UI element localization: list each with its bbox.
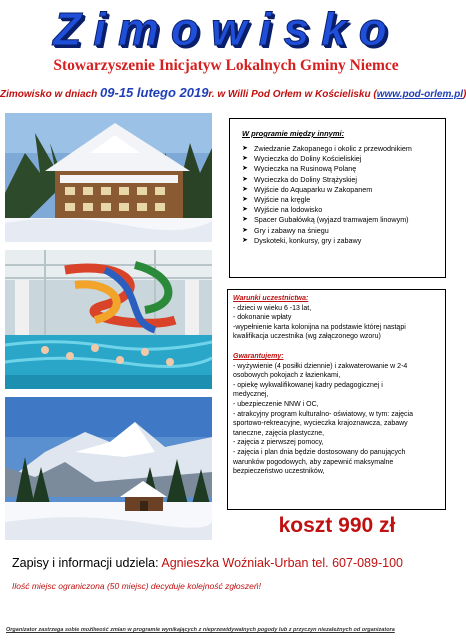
arrow-bullet-icon: ➤	[242, 236, 248, 244]
website-link[interactable]: www.pod-orlem.pl	[376, 89, 464, 100]
program-item	[242, 164, 439, 174]
guarantees-heading: Gwarantujemy:	[233, 352, 284, 360]
arrow-bullet-icon: ➤	[242, 196, 248, 204]
mountains-photo	[5, 397, 212, 540]
program-item-text: Wyjście na lodowisko	[254, 205, 323, 215]
guarantee-line: bezpieczeństwo uczestników,	[233, 468, 325, 476]
dates-suffix: r. w Willi Pod Orłem w Kościelisku (	[208, 89, 377, 100]
arrow-bullet-icon: ➤	[242, 145, 248, 152]
program-item-text: Wycieczka na Rusinową Polanę	[254, 164, 357, 174]
condition-line: - dokonanie wpłaty	[233, 314, 292, 322]
guarantee-line: - ubezpieczenie NNW i OC,	[233, 400, 319, 408]
program-item	[242, 175, 439, 185]
arrow-bullet-icon: ➤	[242, 206, 248, 214]
conditions-box	[227, 289, 446, 510]
program-item	[242, 205, 439, 215]
program-item	[242, 154, 439, 164]
program-item-text: Dyskoteki, konkursy, gry i zabawy	[254, 235, 362, 245]
program-item	[242, 215, 439, 225]
contact-name: Agnieszka Woźniak-Urban	[161, 556, 309, 570]
guarantee-line: - zajęcia i plan dnia będzie dostosowany do panujących	[233, 448, 406, 456]
condition-line: kwalifikacja uczestnika (wg załączonego wzoru)	[233, 333, 381, 341]
guarantee-line: medycznej,	[233, 391, 269, 399]
price-label: koszt 990 zł	[278, 514, 396, 537]
contact-label: Zapisy i informacji udziela:	[12, 556, 159, 570]
guarantee-line: taneczne, zajęcia plastyczne,	[233, 429, 325, 437]
guarantee-line: osobowych pokojach z łazienkami,	[233, 372, 341, 380]
poster-title: Zimowisko	[53, 3, 399, 55]
program-box	[229, 118, 446, 278]
condition-line: -wypełnienie karta kolonijna na podstawie której nastąpi	[233, 323, 406, 331]
program-list	[242, 144, 439, 246]
places-note: Ilość miejsc ograniczona (50 miejsc) decyduje kolejność zgłoszeń!	[12, 581, 261, 591]
arrow-bullet-icon: ➤	[242, 185, 248, 193]
program-item	[242, 195, 439, 205]
condition-line: - dzieci w wieku 6 -13 lat,	[233, 304, 312, 312]
arrow-bullet-icon: ➤	[242, 175, 248, 183]
arrow-bullet-icon: ➤	[242, 165, 248, 173]
guarantee-line: - opiekę wykwalifikowanej kadry pedagogicznej i	[233, 381, 383, 389]
organizer-subtitle: Stowarzyszenie Inicjatyw Lokalnych Gminy Niemce	[53, 57, 399, 74]
program-item	[242, 226, 439, 236]
organizer-footnote: Organizator zastrzega sobie możliwość zmian w programie wynikających z nieprzewidywalnych pogody lub z przyczyn niezależnych od organizatora	[6, 627, 395, 633]
guarantee-line: sportowo-rekreacyjne, wycieczka krajoznawcza, zabawy	[233, 420, 408, 428]
program-item	[242, 144, 439, 154]
guarantee-line: - zajęcia z pierwszej pomocy,	[233, 439, 324, 447]
contact-phone[interactable]: tel. 607-089-100	[311, 556, 403, 570]
dates-line	[0, 85, 464, 100]
program-item	[242, 236, 439, 246]
program-item-text: Wyjście na kręgle	[254, 195, 311, 205]
aquapark-photo	[5, 250, 212, 389]
program-heading: W programie między innymi:	[242, 129, 345, 138]
guarantees-list	[233, 362, 440, 477]
conditions-list	[233, 304, 440, 342]
arrow-bullet-icon: ➤	[242, 155, 248, 163]
contact-line	[12, 556, 452, 570]
conditions-heading: Warunki uczestnictwa:	[233, 295, 309, 302]
program-item-text: Spacer Gubałówką (wyjazd tramwajem linowym)	[254, 215, 409, 225]
dates-prefix: Zimowisko w dniach	[0, 89, 98, 100]
program-item-text: Wycieczka do Doliny Strążyskiej	[254, 174, 357, 184]
program-item-text: Wycieczka do Doliny Kościeliskiej	[254, 154, 362, 164]
program-item	[242, 185, 439, 195]
guarantee-line: - wyżywienie (4 posiłki dziennie) i zakwaterowanie w 2-4	[233, 362, 408, 370]
arrow-bullet-icon: ➤	[242, 226, 248, 234]
program-item-text: Zwiedzanie Zakopanego i okolic z przewodnikiem	[254, 144, 412, 153]
program-item-text: Wyjście do Aquaparku w Zakopanem	[254, 184, 373, 194]
program-item-text: Gry i zabawy na śniegu	[254, 225, 329, 235]
arrow-bullet-icon: ➤	[242, 216, 248, 224]
guarantee-line: - atrakcyjny program kulturalno- oświatowy, w tym: zajęcia	[233, 410, 413, 418]
guarantee-line: warunków pogodowych, aby zapewnić maksymalne	[233, 458, 394, 466]
chalet-photo	[5, 113, 212, 242]
dates-range: 09-15 lutego 2019	[100, 85, 209, 100]
